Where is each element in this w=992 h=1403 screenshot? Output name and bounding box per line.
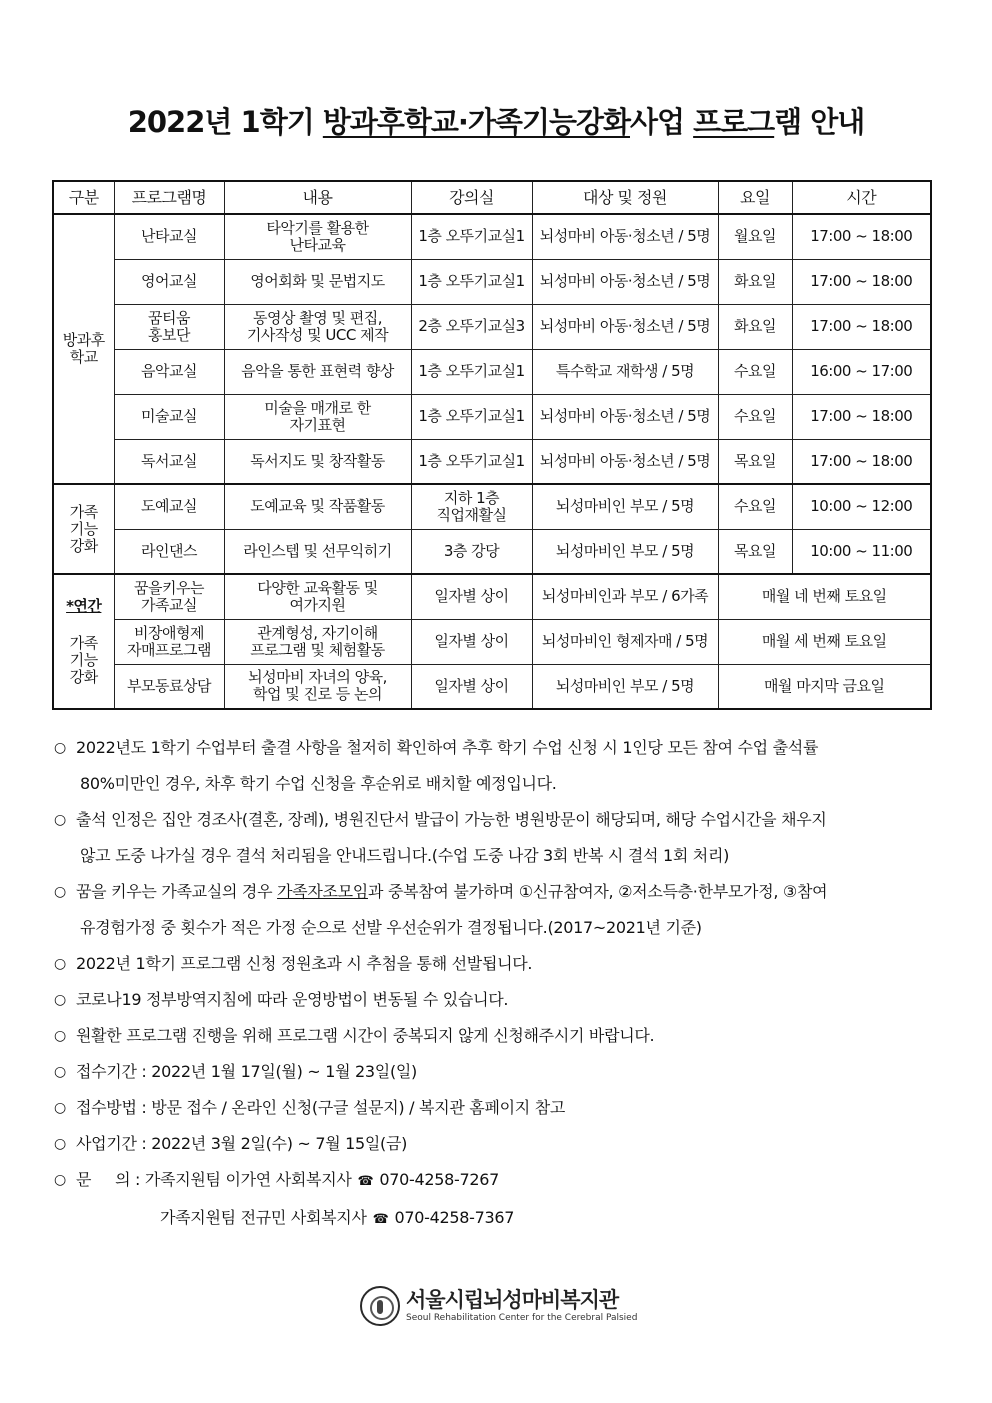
program-name: 라인댄스: [114, 529, 224, 574]
contact-item-2: [52, 1200, 952, 1238]
program-target: 뇌성마비인 부모 / 5명: [532, 664, 718, 709]
program-target: 뇌성마비인 부모 / 5명: [532, 484, 718, 529]
contact-label: 문 의 :: [76, 1170, 145, 1189]
circle-bullet-icon: ○: [54, 1136, 66, 1152]
program-name: 비장애형제 자매프로그램: [114, 619, 224, 664]
program-schedule: 매월 세 번째 토요일: [718, 619, 931, 664]
notice-text: 출석 인정은 집안 경조사(결혼, 장례), 병원진단서 발급이 가능한 병원방문이 해당되며, 해당 수업시간을 채우지: [76, 810, 827, 829]
program-room: 일자별 상이: [411, 574, 532, 619]
program-day: 수요일: [718, 484, 792, 529]
family-group-link-text: 가족자조모임: [277, 882, 368, 901]
contact-item: [52, 1162, 952, 1200]
contact-phone: 070-4258-7267: [379, 1170, 500, 1189]
table-row: [53, 394, 931, 439]
program-content: 동영상 촬영 및 편집, 기사작성 및 UCC 제작: [224, 304, 411, 349]
circle-bullet-icon: ○: [54, 740, 66, 756]
circle-bullet-icon: ○: [54, 1028, 66, 1044]
program-time: 17:00 ~ 18:00: [792, 439, 931, 484]
program-target: 특수학교 재학생 / 5명: [532, 349, 718, 394]
program-name: 난타교실: [114, 214, 224, 259]
program-content: 도예교육 및 작품활동: [224, 484, 411, 529]
program-content: 관계형성, 자기이해 프로그램 및 체험활동: [224, 619, 411, 664]
notice-text: 2022년도 1학기 수업부터 출결 사항을 철저히 확인하여 추후 학기 수업 신청 시 1인당 모든 참여 수업 출석률: [76, 738, 819, 757]
program-target: 뇌성마비 아동·청소년 / 5명: [532, 259, 718, 304]
program-room: 일자별 상이: [411, 664, 532, 709]
org-logo: [360, 1284, 640, 1328]
contact-phone: 070-4258-7367: [394, 1208, 515, 1227]
program-day: 목요일: [718, 529, 792, 574]
header-cell: 프로그램명: [114, 181, 224, 214]
header-cell: 내용: [224, 181, 411, 214]
notice-text: 꿈을 키우는 가족교실의 경우: [76, 882, 278, 901]
program-day: 수요일: [718, 394, 792, 439]
program-room: 지하 1층 직업재활실: [411, 484, 532, 529]
table-row: [53, 304, 931, 349]
program-day: 월요일: [718, 214, 792, 259]
table-row: [53, 259, 931, 304]
program-target: 뇌성마비인 부모 / 5명: [532, 529, 718, 574]
notice-item: [52, 1018, 952, 1054]
notice-text: 않고 도중 나가실 경우 결석 처리됨을 안내드립니다.(수업 도중 나감 3회 반복 시 결석 1회 처리): [80, 846, 730, 865]
header-cell: 구분: [53, 181, 114, 214]
circle-bullet-icon: ○: [54, 884, 66, 900]
header-cell: 시간: [792, 181, 931, 214]
program-name: 독서교실: [114, 439, 224, 484]
program-content: 뇌성마비 자녀의 양육, 학업 및 진로 등 논의: [224, 664, 411, 709]
program-day: 목요일: [718, 439, 792, 484]
category-cell: 방과후 학교: [53, 214, 114, 484]
program-name: 영어교실: [114, 259, 224, 304]
program-name: 부모동료상담: [114, 664, 224, 709]
program-target: 뇌성마비인 형제자매 / 5명: [532, 619, 718, 664]
notice-item: [52, 1054, 952, 1090]
notice-item: [52, 802, 952, 874]
program-name: 꿈티움 홍보단: [114, 304, 224, 349]
program-day: 수요일: [718, 349, 792, 394]
circle-bullet-icon: ○: [54, 812, 66, 828]
program-target: 뇌성마비 아동·청소년 / 5명: [532, 394, 718, 439]
program-content: 미술을 매개로 한 자기표현: [224, 394, 411, 439]
program-room: 1층 오뚜기교실1: [411, 259, 532, 304]
phone-icon: ☎: [372, 1212, 389, 1227]
category-label: 가족 기능 강화: [69, 633, 98, 686]
program-room: 1층 오뚜기교실1: [411, 214, 532, 259]
program-room: 1층 오뚜기교실1: [411, 394, 532, 439]
table-row: [53, 619, 931, 664]
notice-text: 원활한 프로그램 진행을 위해 프로그램 시간이 중복되지 않게 신청해주시기 바랍니다.: [76, 1026, 655, 1045]
program-room: 일자별 상이: [411, 619, 532, 664]
contact-person: 가족지원팀 이가연 사회복지사: [144, 1170, 352, 1189]
header-cell: 요일: [718, 181, 792, 214]
program-content: 독서지도 및 창작활동: [224, 439, 411, 484]
program-content: 다양한 교육활동 및 여가지원: [224, 574, 411, 619]
notice-item: [52, 730, 952, 802]
circle-bullet-icon: ○: [54, 1100, 66, 1116]
program-time: 16:00 ~ 17:00: [792, 349, 931, 394]
table-header-row: [53, 181, 931, 214]
program-room: 2층 오뚜기교실3: [411, 304, 532, 349]
program-target: 뇌성마비인과 부모 / 6가족: [532, 574, 718, 619]
notice-item: [52, 982, 952, 1018]
notice-item: [52, 1126, 952, 1162]
org-name-korean: 서울시립뇌성마비복지관: [406, 1288, 619, 1312]
notice-text: 과 중복참여 불가하며 ①신규참여자, ②저소득층·한부모가정, ③참여: [367, 882, 828, 901]
program-name: 미술교실: [114, 394, 224, 439]
program-content: 음악을 통한 표현력 향상: [224, 349, 411, 394]
program-schedule: 매월 네 번째 토요일: [718, 574, 931, 619]
table-row: [53, 574, 931, 619]
notice-item: [52, 946, 952, 982]
program-time: 10:00 ~ 12:00: [792, 484, 931, 529]
table-row: [53, 214, 931, 259]
program-time: 17:00 ~ 18:00: [792, 394, 931, 439]
notice-text: 접수기간 : 2022년 1월 17일(월) ~ 1월 23일(일): [76, 1062, 417, 1081]
table-row: [53, 349, 931, 394]
table-row: [53, 484, 931, 529]
program-content: 영어회화 및 문법지도: [224, 259, 411, 304]
notice-text: 코로나19 정부방역지침에 따라 운영방법이 변동될 수 있습니다.: [76, 990, 509, 1009]
program-name: 도예교실: [114, 484, 224, 529]
annual-mark: *연간: [66, 596, 102, 615]
program-name: 음악교실: [114, 349, 224, 394]
program-room: 3층 강당: [411, 529, 532, 574]
circle-bullet-icon: ○: [54, 1172, 66, 1188]
notice-text: 80%미만인 경우, 차후 학기 수업 신청을 후순위로 배치할 예정입니다.: [80, 774, 557, 793]
program-time: 17:00 ~ 18:00: [792, 304, 931, 349]
program-name: 꿈을키우는 가족교실: [114, 574, 224, 619]
program-time: 17:00 ~ 18:00: [792, 214, 931, 259]
notice-text: 접수방법 : 방문 접수 / 온라인 신청(구글 설문지) / 복지관 홈페이지 참고: [76, 1098, 566, 1117]
notice-item: [52, 874, 952, 946]
phone-icon: ☎: [357, 1174, 374, 1189]
org-emblem-icon: [360, 1286, 400, 1326]
circle-bullet-icon: ○: [54, 1064, 66, 1080]
notice-text: 사업기간 : 2022년 3월 2일(수) ~ 7월 15일(금): [76, 1134, 408, 1153]
table-row: [53, 664, 931, 709]
org-name-english: Seoul Rehabilitation Center for the Cerebral Palsied: [406, 1313, 638, 1323]
program-content: 라인스텝 및 선무익히기: [224, 529, 411, 574]
header-cell: 대상 및 정원: [532, 181, 718, 214]
table-row: [53, 439, 931, 484]
notice-item: [52, 1090, 952, 1126]
circle-bullet-icon: ○: [54, 956, 66, 972]
notice-text: 유경험가정 중 횟수가 적은 가정 순으로 선발 우선순위가 결정됩니다.(2017~2021년 기준): [80, 918, 702, 937]
program-target: 뇌성마비 아동·청소년 / 5명: [532, 214, 718, 259]
program-day: 화요일: [718, 304, 792, 349]
category-cell: 가족 기능 강화: [53, 484, 114, 574]
program-target: 뇌성마비 아동·청소년 / 5명: [532, 439, 718, 484]
program-time: 17:00 ~ 18:00: [792, 259, 931, 304]
contact-person: 가족지원팀 전규민 사회복지사: [160, 1208, 367, 1227]
program-content: 타악기를 활용한 난타교육: [224, 214, 411, 259]
program-day: 화요일: [718, 259, 792, 304]
notice-list: [52, 730, 952, 1238]
program-target: 뇌성마비 아동·청소년 / 5명: [532, 304, 718, 349]
circle-bullet-icon: ○: [54, 992, 66, 1008]
program-schedule: 매월 마지막 금요일: [718, 664, 931, 709]
program-time: 10:00 ~ 11:00: [792, 529, 931, 574]
program-table: [52, 180, 932, 710]
page-title: 2022년 1학기 방과후학교·가족기능강화사업 프로그램 안내: [127, 105, 865, 139]
table-row: [53, 529, 931, 574]
program-room: 1층 오뚜기교실1: [411, 349, 532, 394]
header-cell: 강의실: [411, 181, 532, 214]
program-room: 1층 오뚜기교실1: [411, 439, 532, 484]
notice-text: 2022년 1학기 프로그램 신청 정원초과 시 추첨을 통해 선발됩니다.: [76, 954, 533, 973]
category-cell: [53, 574, 114, 709]
